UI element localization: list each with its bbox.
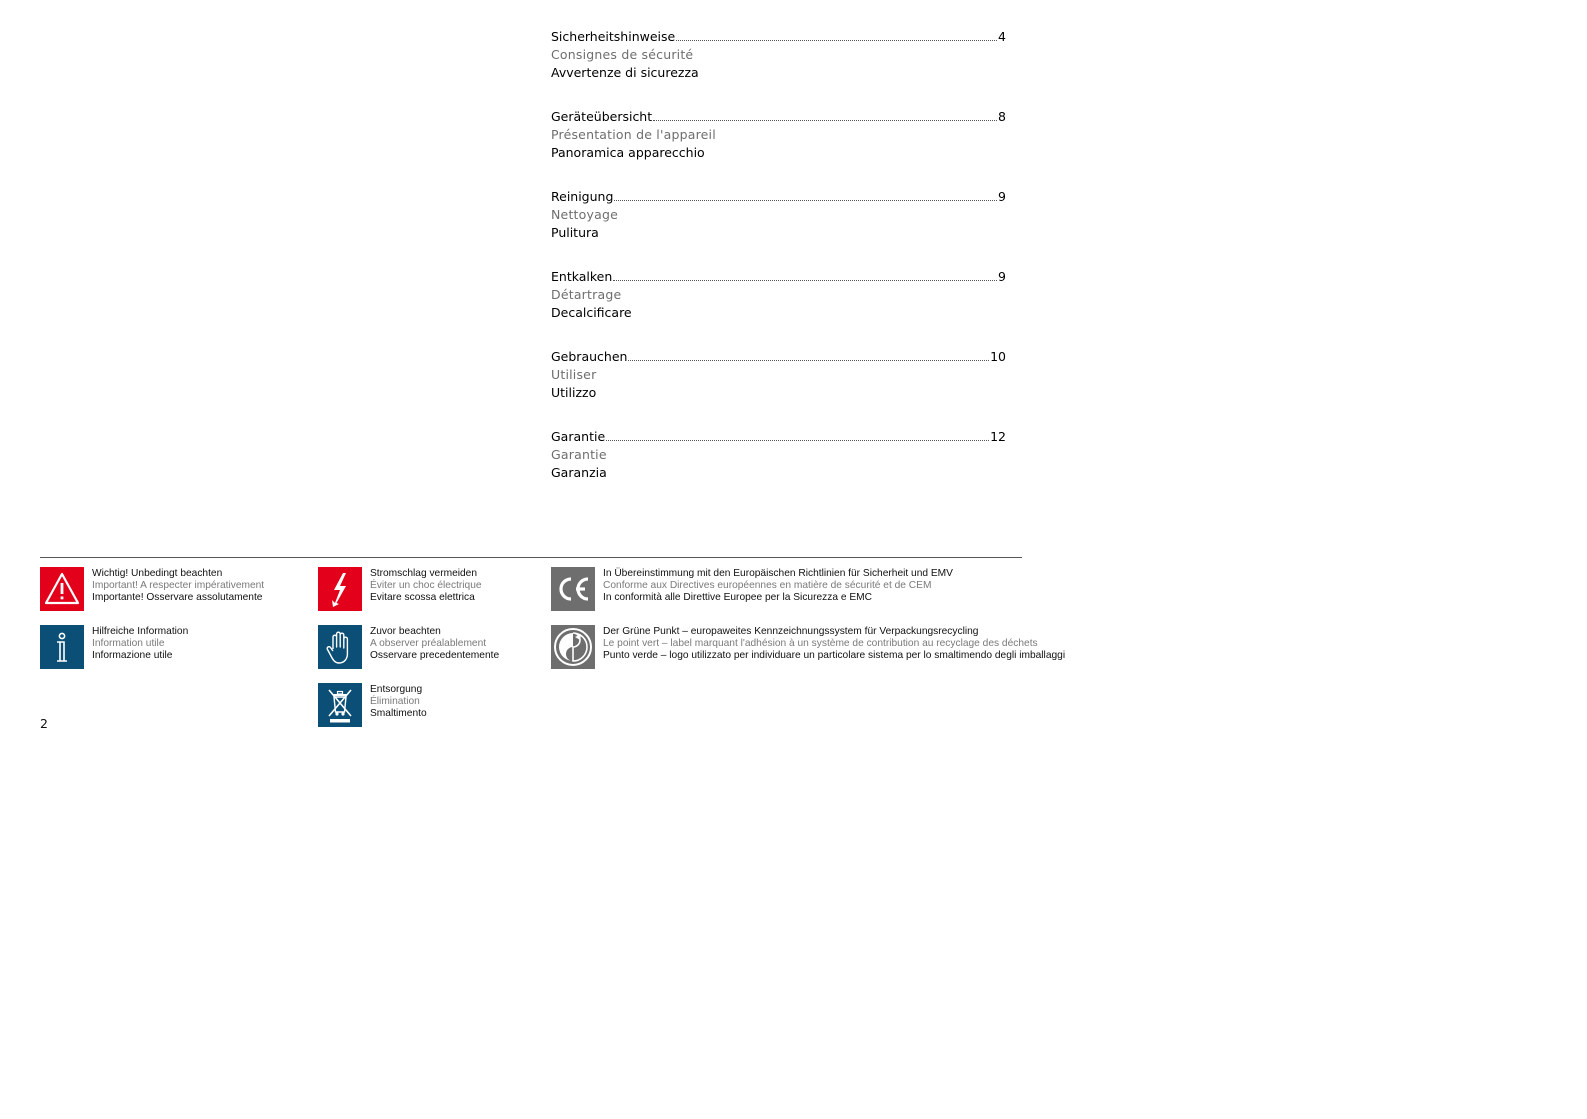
legend-text-de: Wichtig! Unbedingt beachten <box>92 568 223 579</box>
legend-info <box>40 625 188 669</box>
legend-text-it: Importante! Osservare assolutamente <box>92 592 263 603</box>
legend-green-dot <box>551 625 1065 669</box>
legend-important <box>40 567 264 611</box>
toc-title-it: Avvertenze di sicurezza <box>551 65 699 80</box>
toc-title-fr: Présentation de l'appareil <box>551 127 716 142</box>
toc-title-it: Panoramica apparecchio <box>551 145 705 160</box>
toc-page-number: 12 <box>990 429 1006 444</box>
toc-title-it: Decalcificare <box>551 305 632 320</box>
legend-observe-beforehand <box>318 625 499 669</box>
legend-text-de: Entsorgung <box>370 684 423 695</box>
toc-page-number: 10 <box>990 349 1006 364</box>
toc-title-fr: Garantie <box>551 447 607 462</box>
toc-title-de: Sicherheitshinweise <box>551 29 676 44</box>
toc-entry-overview[interactable] <box>551 108 1006 162</box>
toc-page-number: 4 <box>998 29 1006 44</box>
toc-leader-dots <box>653 119 997 121</box>
legend-text-de: Zuvor beachten <box>370 626 441 637</box>
hand-icon <box>318 625 362 669</box>
toc-title-de: Gebrauchen <box>551 349 628 364</box>
legend-ce-conformity <box>551 567 953 611</box>
toc-title-it: Utilizzo <box>551 385 597 400</box>
legend-text-fr: Conforme aux Directives européennes en matière de sécurité et de CEM <box>603 580 932 591</box>
toc-leader-dots <box>614 199 997 201</box>
toc-title-de: Garantie <box>551 429 606 444</box>
legend-divider <box>40 557 1022 558</box>
toc-title-fr: Utiliser <box>551 367 597 382</box>
crossed-bin-icon <box>318 683 362 727</box>
table-of-contents <box>551 28 1006 508</box>
legend-text-de: In Übereinstimmung mit den Europäischen Richtlinien für Sicherheit und EMV <box>603 568 953 579</box>
toc-entry-use[interactable] <box>551 348 1006 402</box>
toc-page-number: 8 <box>998 109 1006 124</box>
legend-text-fr: Le point vert – label marquant l'adhésion à un système de contribution au recyclage des déchets <box>603 638 1038 649</box>
toc-title-fr: Nettoyage <box>551 207 618 222</box>
toc-leader-dots <box>628 359 989 361</box>
ce-mark-icon <box>551 567 595 611</box>
toc-entry-safety[interactable] <box>551 28 1006 82</box>
toc-title-fr: Détartrage <box>551 287 622 302</box>
legend-text-it: Smaltimento <box>370 708 427 719</box>
legend-text-fr: Élimination <box>370 696 420 707</box>
toc-entry-cleaning[interactable] <box>551 188 1006 242</box>
toc-page-number: 9 <box>998 189 1006 204</box>
legend-text-fr: Éviter un choc électrique <box>370 580 482 591</box>
toc-entry-warranty[interactable] <box>551 428 1006 482</box>
legend-disposal <box>318 683 427 727</box>
toc-leader-dots <box>606 439 989 441</box>
lightning-icon <box>318 567 362 611</box>
toc-entry-descaling[interactable] <box>551 268 1006 322</box>
toc-title-it: Garanzia <box>551 465 607 480</box>
page-number: 2 <box>40 716 48 731</box>
legend-text-it: Osservare precedentemente <box>370 650 500 661</box>
toc-title-fr: Consignes de sécurité <box>551 47 694 62</box>
legend-text-de: Stromschlag vermeiden <box>370 568 478 579</box>
legend-text-it: In conformità alle Direttive Europee per la Sicurezza e EMC <box>603 592 872 603</box>
legend-text-it: Informazione utile <box>92 650 173 661</box>
toc-title-de: Geräteübersicht <box>551 109 653 124</box>
warning-triangle-icon <box>40 567 84 611</box>
legend-text-de: Hilfreiche Information <box>92 626 189 637</box>
toc-title-de: Reinigung <box>551 189 614 204</box>
legend-electric-shock <box>318 567 482 611</box>
green-dot-icon <box>551 625 595 669</box>
legend-text-fr: Important! A respecter impérativement <box>92 580 265 591</box>
legend-text-it: Punto verde – logo utilizzato per individuare un particolare sistema per lo smaltimendo degli imballaggi <box>603 650 1066 661</box>
legend-text-de: Der Grüne Punkt – europaweites Kennzeichnungssystem für Verpackungsrecycling <box>603 626 979 637</box>
legend-text-it: Evitare scossa elettrica <box>370 592 475 603</box>
toc-page-number: 9 <box>998 269 1006 284</box>
toc-title-de: Entkalken <box>551 269 613 284</box>
toc-leader-dots <box>676 39 997 41</box>
legend-text-fr: A observer préalablement <box>370 638 487 649</box>
toc-leader-dots <box>613 279 997 281</box>
info-icon <box>40 625 84 669</box>
legend-text-fr: Information utile <box>92 638 165 649</box>
toc-title-it: Pulitura <box>551 225 599 240</box>
